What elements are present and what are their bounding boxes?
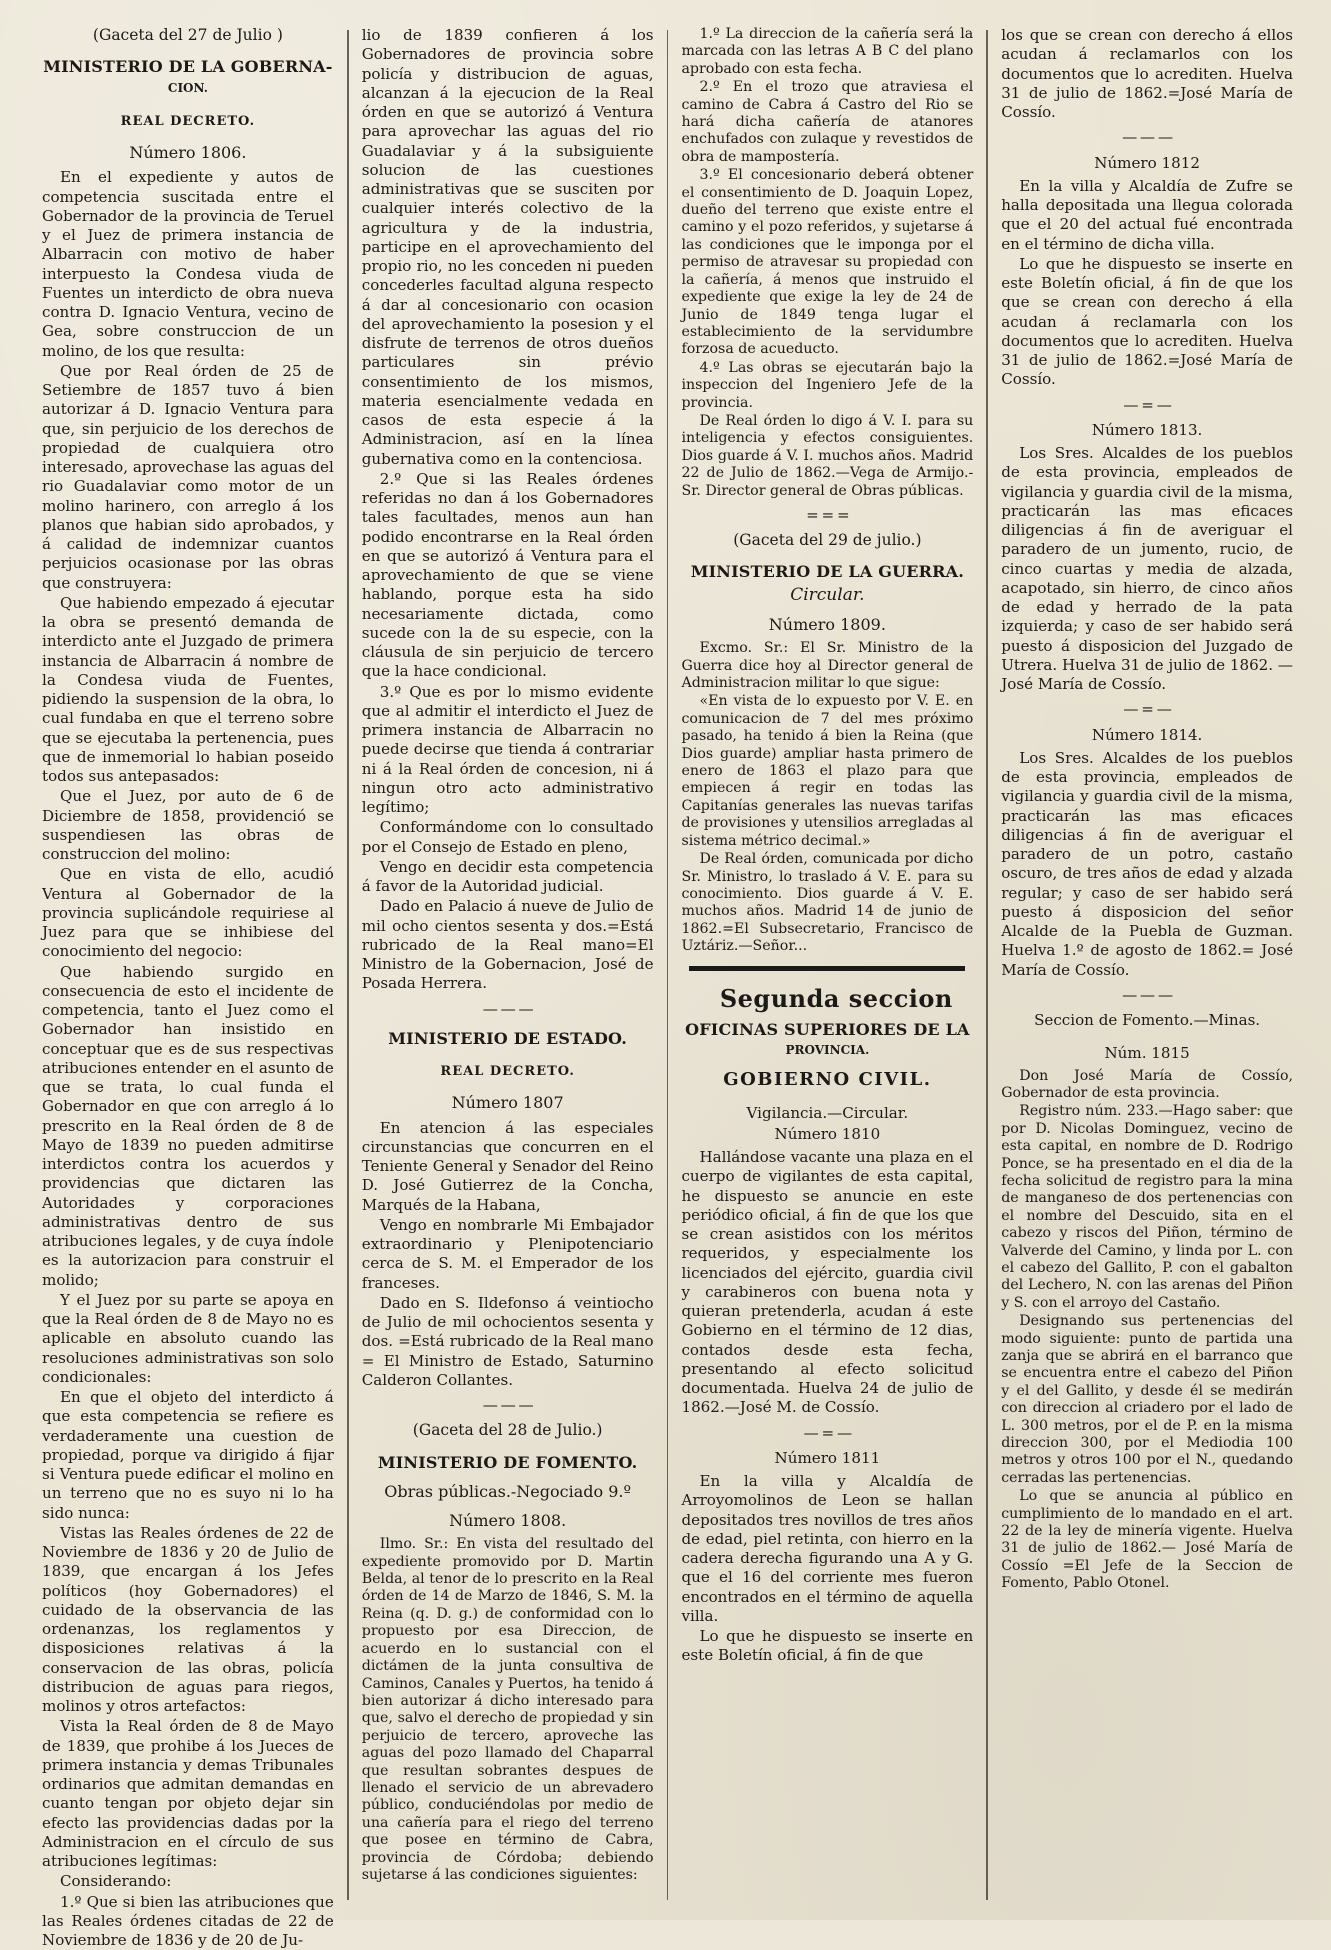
circular-heading: Circular. [681,586,973,605]
paragraph: Lo que he dispuesto se inserte en este Boletín oficial, á fin de que los que se crean con derecho á ella acudan á reclamarla con los documentos que lo acrediten. Huelva 31 de julio de 1862.=José María de Cossío. [1001,255,1293,390]
separator: — = — [1001,700,1293,719]
paragraph: Lo que se anuncia al público en cumplimiento de lo mandado en el art. 22 de la ley de minería vigente. Huelva 31 de julio de 1862.— José María de Cossío =El Jefe de la Seccion de Fomento, Pablo Otonel. [1001,1488,1293,1592]
column-1 [34,26,342,1920]
separator: — = — [1001,396,1293,415]
government-heading: GOBIERNO CIVIL. [681,1070,973,1089]
paragraph: En atencion á las especiales circunstancias que concurren en el Teniente General y Senador del Reino D. José Gutierrez de la Concha, Marqués de la Habana, [362,1119,654,1215]
paragraph: En el expediente y autos de competencia suscitada entre el Gobernador de la provincia de Teruel y el Juez de primera instancia de Albarracin con motivo de haber interpuesto la Condesa viuda de Fuentes un interdicto de obra nueva contra D. Ignacio Ventura, vecino de Gea, sobre construccion de un molino, de los que resulta: [42,168,334,361]
column-divider [667,30,669,1900]
paragraph: Dado en Palacio á nueve de Julio de mil ocho cientos sesenta y dos.=Está rubricado de la Real mano=El Ministro de la Gobernacion, José de Posada Herrera. [362,897,654,993]
paragraph: De Real órden lo digo á V. I. para su inteligencia y efectos consiguientes. Dios guarde á V. I. muchos años. Madrid 22 de Julio de 1862.—Vega de Armijo.-Sr. Director general de Obras públicas. [681,413,973,500]
paragraph: Que por Real órden de 25 de Setiembre de 1857 tuvo á bien autorizar á D. Ignacio Ventura para que, sin perjuicio de los derechos de propiedad de cualquiera otro interesado, aprovechase las aguas del rio Guadalaviar como motor de un molino harinero, con arreglo á los planos que habian sido aprobados, y á calidad de indemnizar cuantos perjuicios ocasionase por las obras que construyera: [42,362,334,593]
number-heading: Número 1806. [42,143,334,162]
decree-heading: REAL DECRETO. [42,112,334,131]
paragraph: Que en vista de ello, acudió Ventura al Gobernador de la provincia suplicándole requiriese al Juez para que se inhibiese del conocimiento del negocio: [42,865,334,961]
section-heading: Obras públicas.-Negociado 9.º [362,1482,654,1501]
paragraph: «En vista de lo expuesto por V. E. en comunicacion de 7 del mes próximo pasado, ha tenido á bien la Reina (que Dios guarde) ampliar hasta primero de enero de 1863 el plazo para que empiecen á regir en todas las Capitanías generales las nuevas tarifas de provisiones y utensilios arregladas al sistema métrico decimal.» [681,693,973,850]
section-title: Segunda seccion [681,989,973,1008]
number-heading: Número 1813. [1001,421,1293,440]
paragraph: 4.º Las obras se ejecutarán bajo la inspeccion del Ingeniero Jefe de la provincia. [681,360,973,412]
separator: — = — [681,1424,973,1443]
paragraph: En la villa y Alcaldía de Arroyomolinos de Leon se hallan depositados tres novillos de tres años de edad, piel retinta, con hierro en la cadera derecha figurando una A y G. que el 16 del corriente mes fueron encontrados en el término de aquella villa. [681,1472,973,1626]
paragraph: Los Sres. Alcaldes de los pueblos de esta provincia, empleados de vigilancia y guardia civil de la misma, practicarán las mas eficaces diligencias á fin de averiguar el paradero de un jumento, rucio, de cinco cuartas y media de alzada, acapotado, sin hierro, de cinco años de edad y herrado de la pata izquierda; y caso de ser habido será puesto á disposicion del Juzgado de Utrera. Huelva 31 de julio de 1862. —José María de Cossío. [1001,444,1293,694]
paragraph: Que el Juez, por auto de 6 de Diciembre de 1858, providenció se suspendiesen las obras de construccion del molino: [42,787,334,864]
paragraph: Considerando: [42,1872,334,1891]
paragraph: lio de 1839 confieren á los Gobernadores de provincia sobre policía y distribucion de aguas, alcanzan á la ejecucion de la Real órden en que se autorizó á Ventura para aprovechar las aguas del rio Guadalaviar y á la subsiguiente solucion de las cuestiones administrativas que se susciten por cualquier interés colectivo de la agricultura y de la industria, participe en el aprovechamiento del propio rio, no les conceden ni pueden concederles facultad alguna respecto á dar al concesionario con ocasion del aprovechamiento la posesion y el disfrute de terrenos de otros dueños particulares sin prévio consentimiento de los mismos, materia esencialmente vedada en casos de esta especie á la Administracion, así en la línea gubernativa como en la contenciosa. [362,26,654,469]
column-4 [993,26,1301,1920]
number-heading: Número 1810 [681,1125,973,1144]
number-heading: Número 1814. [1001,726,1293,745]
paragraph: Registro núm. 233.—Hago saber: que por D. Nicolas Dominguez, vecino de esta capital, en nombre de D. Rodrigo Ponce, se ha presentado en el dia de la fecha solicitud de registro para la mina de manganeso de dos pertenencias con el nombre del Descuido, sita en el cabezo y riscos del Piñon, término de Valverde del Camino, y linda por L. con el cabezo del Gallito, P. con el gabalton del Lechero, N. con las arenas del Piñon y S. con el arroyo del Castaño. [1001,1103,1293,1312]
section-heading: Seccion de Fomento.—Minas. [1001,1011,1293,1030]
paragraph: Vengo en nombrarle Mi Embajador extraordinario y Plenipotenciario cerca de S. M. el Emperador de los franceses. [362,1216,654,1293]
paragraph: Que habiendo empezado á ejecutar la obra se presentó demanda de interdicto ante el Juzgado de primera instancia de Albarracin á nombre de la Condesa viuda de Fuentes, pidiendo la suspension de la obra, lo cual fundaba en que el terreno sobre que se ejecutaba la pertenencia, pues que de inmemorial lo habian poseido todos sus antepasados: [42,594,334,787]
paragraph: Los Sres. Alcaldes de los pueblos de esta provincia, empleados de vigilancia y guardia civil de la misma, practicarán las mas eficaces diligencias á fin de averiguar el paradero de un potro, castaño oscuro, de tres años de edad y alzada regular; y caso de ser habido será puesto á disposicion del señor Alcalde de la Puebla de Guzman. Huelva 1.º de agosto de 1862.= José María de Cossío. [1001,749,1293,980]
ministry-heading: MINISTERIO DE FOMENTO. [362,1453,654,1472]
paragraph: Ilmo. Sr.: En vista del resultado del expediente promovido por D. Martin Belda, al tenor de lo prescrito en la Real órden de 14 de Marzo de 1846, S. M. la Reina (q. D. g.) de conformidad con lo propuesto por esa Direccion, de acuerdo en lo sustancial con el dictámen de la junta consultiva de Caminos, Canales y Puertos, ha tenido á bien autorizar á dicho interesado para que, salvo el derecho de propiedad y sin perjuicio de tercero, aproveche las aguas del pozo llamado del Chaparral que resultan sobrantes despues de llenado el servicio de un abrevadero público, conduciéndolas por medio de una cañería para el riego del terreno que posee en término de Cabra, provincia de Córdoba; debiendo sujetarse á las condiciones siguientes: [362,1536,654,1884]
paragraph: Que habiendo surgido en consecuencia de esto el incidente de competencia, tanto el Juez como el Gobernador han insistido en conceptuar que es de sus respectivas atribuciones entender en el asunto de que se trata, lo cual funda el Gobernador en que con arreglo á lo prescrito en la Real órden de 8 de Mayo de 1839 no pueden admitirse interdictos contra los acuerdos y providencias que dictaren las Autoridades y corporaciones administrativas dentro de sus atribuciones legales, y de cuya índole es la autorizacion para construir el molido; [42,963,334,1290]
number-heading: Núm. 1815 [1001,1044,1293,1063]
number-heading: Número 1811 [681,1449,973,1468]
paragraph: 1.º Que si bien las atribuciones que las Reales órdenes citadas de 22 de Noviembre de 1836 y de 20 de Ju- [42,1893,334,1950]
paragraph: 2.º En el trozo que atraviesa el camino de Cabra á Castro del Rio se hará dicha cañería de atanores enchufados con zulaque y revestidos de obra de mampostería. [681,79,973,166]
separator: — — — [1001,986,1293,1005]
section-rule [689,966,965,971]
paragraph: Don José María de Cossío, Gobernador de esta provincia. [1001,1068,1293,1103]
ministry-heading-cont: CION. [42,79,334,98]
gazette-date: (Gaceta del 28 de Julio.) [362,1421,654,1440]
ministry-heading: MINISTERIO DE LA GUERRA. [681,562,973,581]
paragraph: De Real órden, comunicada por dicho Sr. Ministro, lo traslado á V. E. para su conocimiento. Dios guarde á V. E. muchos años. Madrid 14 de junio de 1862.=El Subsecretario, Francisco de Uztáriz.—Señor... [681,851,973,955]
paragraph: Lo que he dispuesto se inserte en este Boletín oficial, á fin de que [681,1627,973,1666]
separator: = = = [681,506,973,525]
paragraph: Y el Juez por su parte se apoya en que la Real órden de 8 de Mayo no es aplicable en absoluto cuando las resoluciones administrativas son solo condicionales: [42,1291,334,1387]
number-heading: Número 1809. [681,615,973,634]
paragraph: 3.º El concesionario deberá obtener el consentimiento de D. Joaquin Lopez, dueño del terreno que existe entre el camino y el pozo referidos, y sujetarse á las condiciones que le imponga por el permiso de atravesar su propiedad con la cañería, á menos que instruido el expediente que exige la ley de 24 de Junio de 1849 tenga lugar el establecimiento de la servidumbre forzosa de acueducto. [681,167,973,358]
decree-heading: REAL DECRETO. [362,1062,654,1081]
paragraph: Excmo. Sr.: El Sr. Ministro de la Guerra dice hoy al Director general de Administracion militar lo que sigue: [681,640,973,692]
paragraph: 2.º Que si las Reales órdenes referidas no dan á los Gobernadores tales facultades, menos aun han podido encontrarse en la Real órden en que se autorizó á Ventura para el aprovechamiento de que se viene hablando, porque esta ha sido necesariamente dictada, como sucede con la de su especie, con la cláusula de sin perjuicio de tercero que la hace condicional. [362,470,654,682]
offices-heading: OFICINAS SUPERIORES DE LA [681,1020,973,1039]
number-heading: Número 1812 [1001,154,1293,173]
separator: — — — [1001,128,1293,147]
paragraph: Vengo en decidir esta competencia á favor de la Autoridad judicial. [362,858,654,897]
subsection-heading: Vigilancia.—Circular. [681,1104,973,1123]
paragraph: 1.º La direccion de la cañería será la marcada con las letras A B C del plano aprobado con esta fecha. [681,26,973,78]
column-3 [673,26,981,1920]
number-heading: Número 1808. [362,1511,654,1530]
separator: — — — [362,1000,654,1019]
paragraph: Designando sus pertenencias del modo siguiente: punto de partida una zanja que se abrirá en el barranco que se encuentra entre el cabezo del Piñon y el del Gallito, y desde él se medirán con direccion al criadero por el lado de L. 300 metros, por el de P. en la misma direccion 300, por el Mediodia 100 metros y otros 100 por el N., quedando cerradas las pertenencias. [1001,1313,1293,1487]
paragraph: los que se crean con derecho á ellos acudan á reclamarlos con los documentos que lo acrediten. Huelva 31 de julio de 1862.=José María de Cossío. [1001,26,1293,122]
paragraph: Vistas las Reales órdenes de 22 de Noviembre de 1836 y 20 de Julio de 1839, que encargan á los Jefes políticos (hoy Gobernadores) el cuidado de la observancia de las ordenanzas, los reglamentos y disposiciones relativas á la conservacion de las obras, policía distribucion de aguas para riegos, molinos y otros artefactos: [42,1524,334,1717]
paragraph: Vista la Real órden de 8 de Mayo de 1839, que prohibe á los Jueces de primera instancia y demas Tribunales ordinarios que admitan demandas en cuanto tengan por objeto dejar sin efecto las providencias dadas por la Administracion en el círculo de sus atribuciones legítimas: [42,1717,334,1871]
separator: — — — [362,1396,654,1415]
paragraph: Hallándose vacante una plaza en el cuerpo de vigilantes de esta capital, he dispuesto se anuncie en este periódico oficial, á fin de que los que se crean asistidos con los méritos requeridos, y especialmente los licenciados del ejército, guardia civil y carabineros con buena nota y quieran pretenderla, acudan á este Gobierno en el término de 12 dias, contados desde esta fecha, presentando al efecto solicitud documentada. Huelva 24 de julio de 1862.—José M. de Cossío. [681,1148,973,1418]
ministry-heading: MINISTERIO DE ESTADO. [362,1029,654,1048]
paragraph: En que el objeto del interdicto á que esta competencia se refiere es verdaderamente una cuestion de propiedad, porque va dirigido á fijar si Ventura puede edificar el molino en un terreno que no es suyo ni lo ha sido nunca: [42,1388,334,1523]
column-divider [347,30,349,1900]
ministry-heading: MINISTERIO DE LA GOBERNA- [42,57,334,76]
paragraph: En la villa y Alcaldía de Zufre se halla depositada una llegua colorada que el 20 del actual fué encontrada en el término de dicha villa. [1001,177,1293,254]
paragraph: Conformándome con lo consultado por el Consejo de Estado en pleno, [362,818,654,857]
column-2 [354,26,662,1920]
paragraph: Dado en S. Ildefonso á veintiocho de Julio de mil ochocientos sesenta y dos. =Está rubricado de la Real mano = El Ministro de Estado, Saturnino Calderon Collantes. [362,1294,654,1390]
gazette-date: (Gaceta del 27 de Julio ) [42,26,334,45]
offices-heading-cont: PROVINCIA. [681,1041,973,1060]
number-heading: Número 1807 [362,1093,654,1112]
paragraph: 3.º Que es por lo mismo evidente que al admitir el interdicto el Juez de primera instancia de Albarracin no puede decirse que tienda á contrariar ni á la Real órden de concesion, ni á ningun otro acto administrativo legítimo; [362,683,654,818]
gazette-date: (Gaceta del 29 de julio.) [681,531,973,550]
column-divider [986,30,988,1900]
